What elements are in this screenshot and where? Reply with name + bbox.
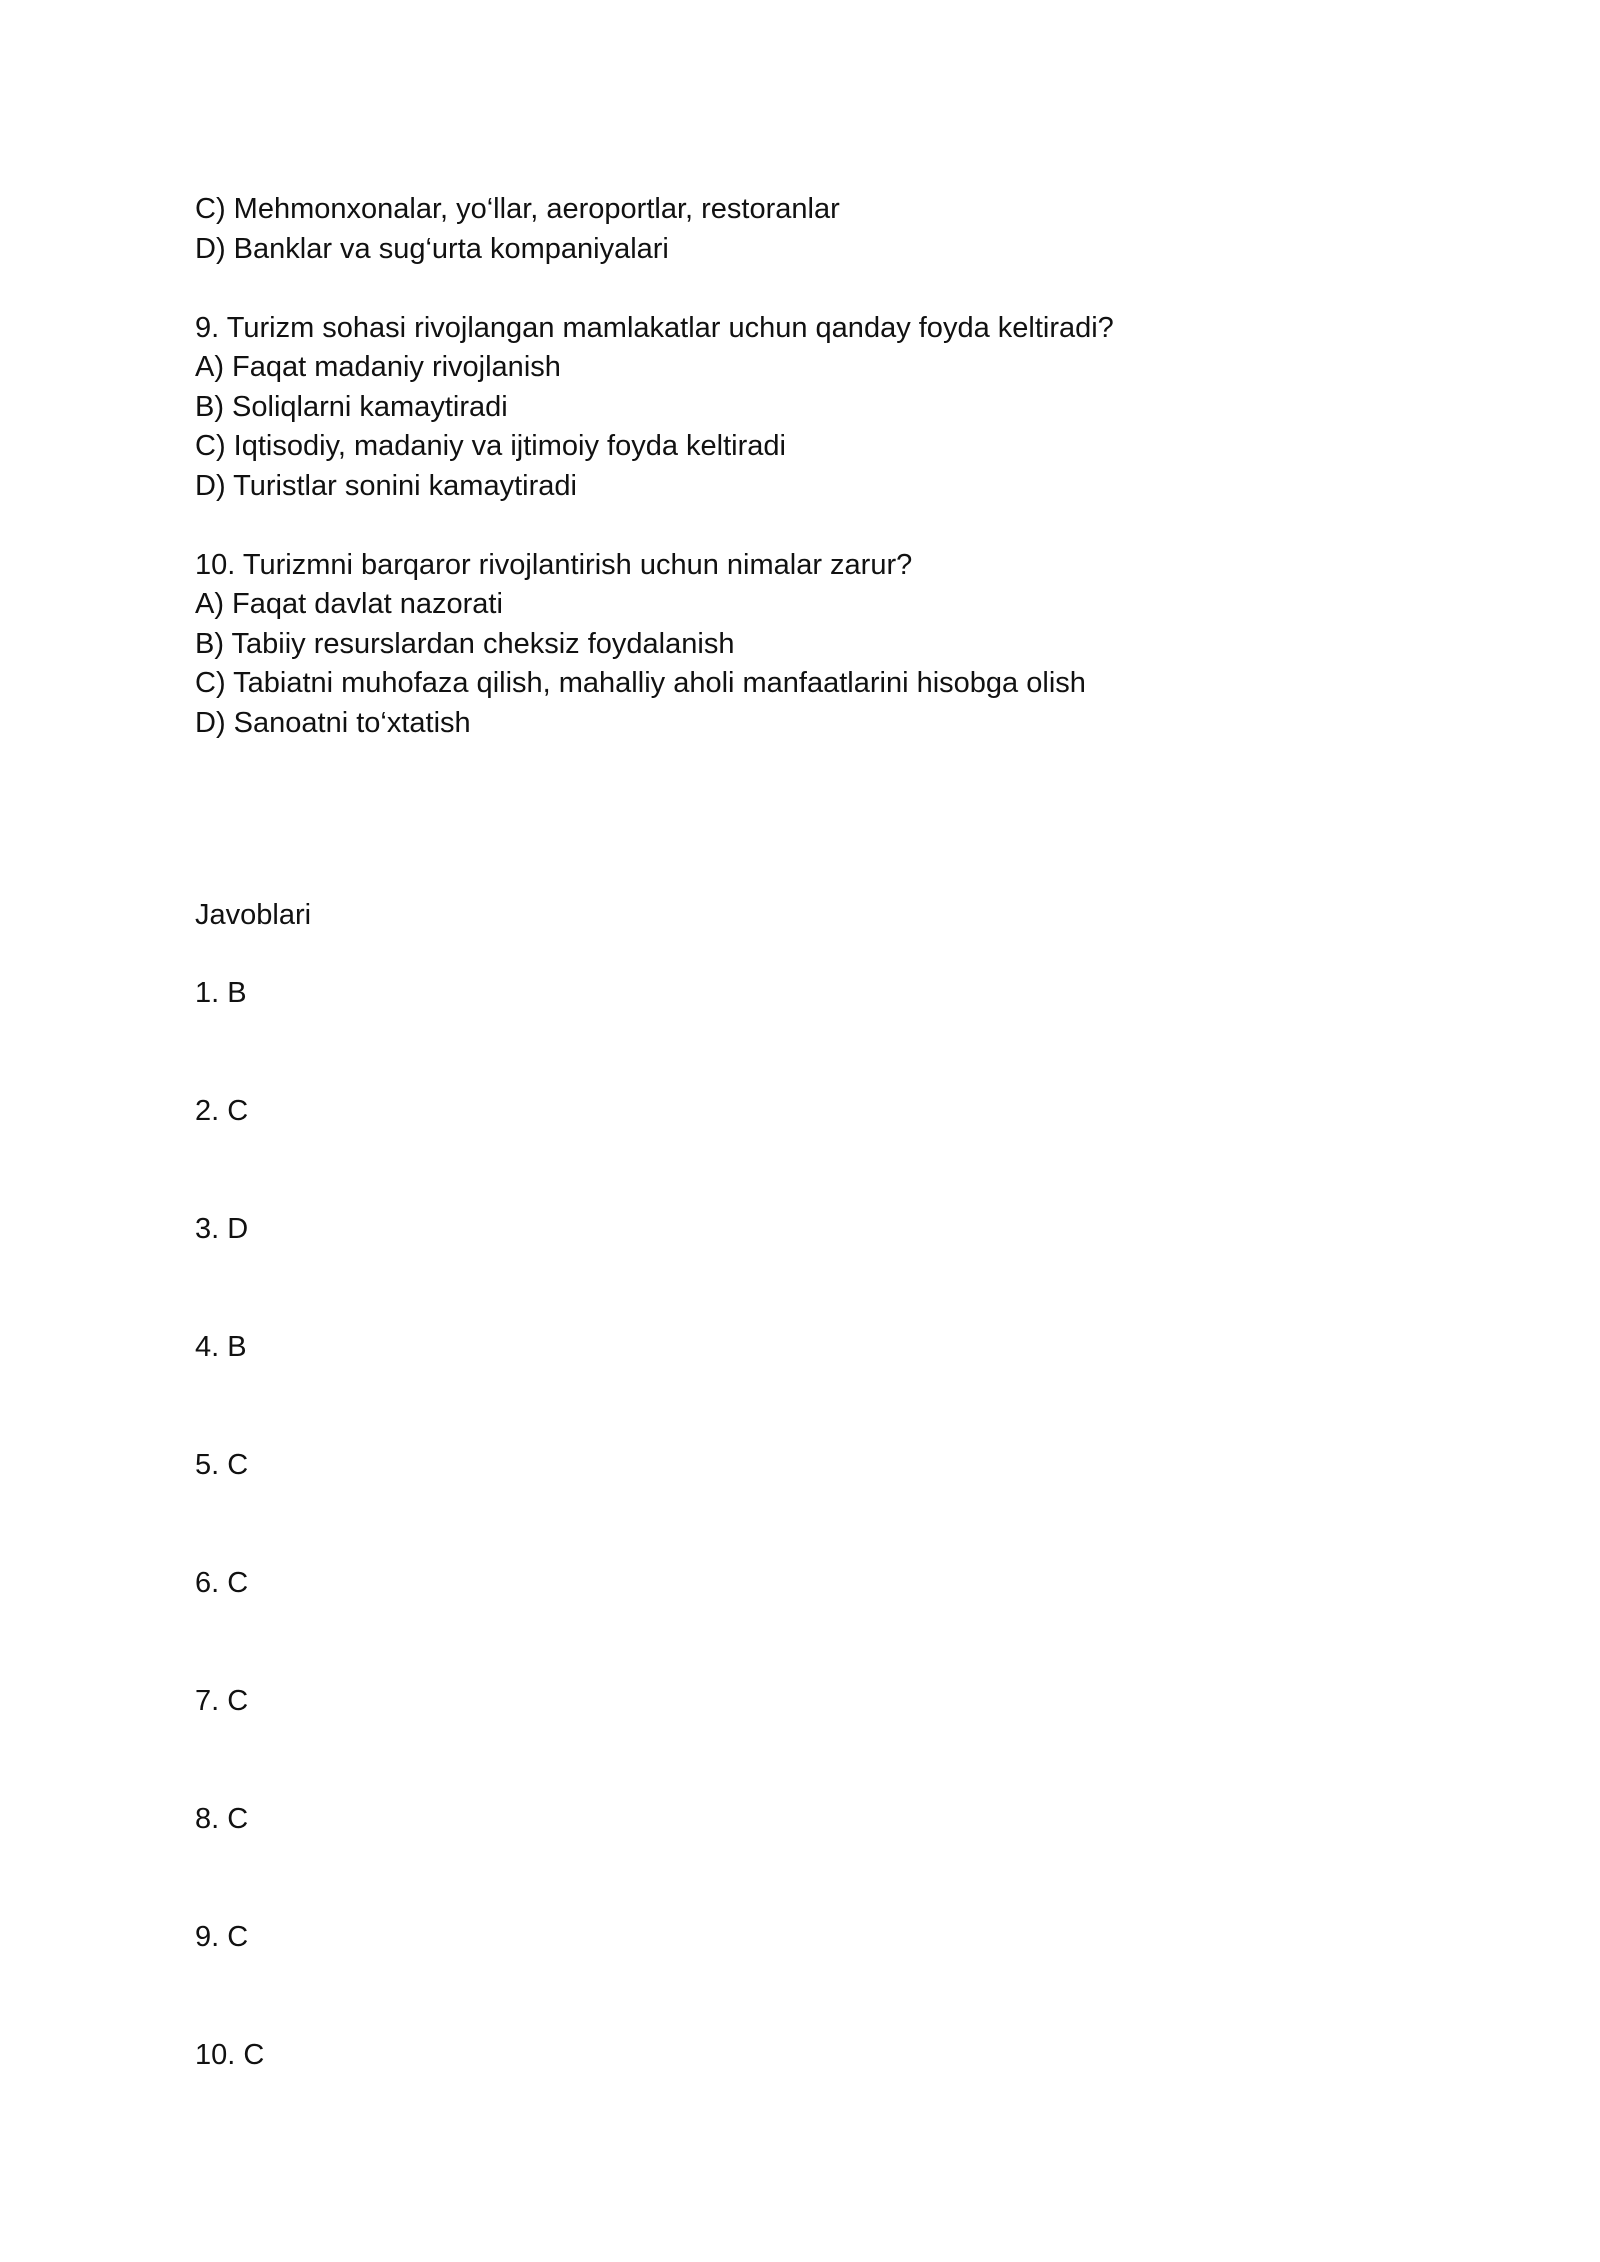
option-c-q8: C) Mehmonxonalar, yo‘llar, aeroportlar, restoranlar xyxy=(195,193,840,225)
option-d-q8: D) Banklar va sug‘urta kompaniyalari xyxy=(195,232,669,265)
question-10-block xyxy=(195,546,1445,744)
option-d-q10: D) Sanoatni to‘xtatish xyxy=(195,706,471,739)
question-10-text: 10. Turizmni barqaror rivojlantirish uchun nimalar zarur? xyxy=(195,548,913,581)
answer-2: 2. C xyxy=(195,1095,249,1127)
option-d-q9: D) Turistlar sonini kamaytiradi xyxy=(195,469,577,502)
option-c-q9: C) Iqtisodiy, madaniy va ijtimoiy foyda keltiradi xyxy=(195,430,786,462)
question-9-text: 9. Turizm sohasi rivojlangan mamlakatlar uchun qanday foyda keltiradi? xyxy=(195,311,1114,344)
answer-8: 8. C xyxy=(195,1803,249,1835)
answer-10: 10. C xyxy=(195,2039,265,2071)
answers-title: Javoblari xyxy=(195,899,312,931)
answer-list xyxy=(195,974,264,2154)
answer-4: 4. B xyxy=(195,1331,247,1363)
quiz-content xyxy=(195,190,1445,743)
answer-9: 9. C xyxy=(195,1921,249,1953)
answer-1: 1. B xyxy=(195,977,247,1009)
option-a-q9: A) Faqat madaniy rivojlanish xyxy=(195,351,561,383)
question-8-options-continued xyxy=(195,190,1445,269)
answer-6: 6. C xyxy=(195,1567,249,1599)
option-b-q10: B) Tabiiy resurslardan cheksiz foydalanish xyxy=(195,627,735,660)
option-b-q9: B) Soliqlarni kamaytiradi xyxy=(195,390,508,423)
answer-3: 3. D xyxy=(195,1213,249,1245)
answer-5: 5. C xyxy=(195,1449,249,1481)
answer-7: 7. C xyxy=(195,1685,249,1717)
option-c-q10: C) Tabiatni muhofaza qilish, mahalliy aholi manfaatlarini hisobga olish xyxy=(195,667,1086,699)
question-9-block xyxy=(195,309,1445,507)
option-a-q10: A) Faqat davlat nazorati xyxy=(195,588,503,620)
